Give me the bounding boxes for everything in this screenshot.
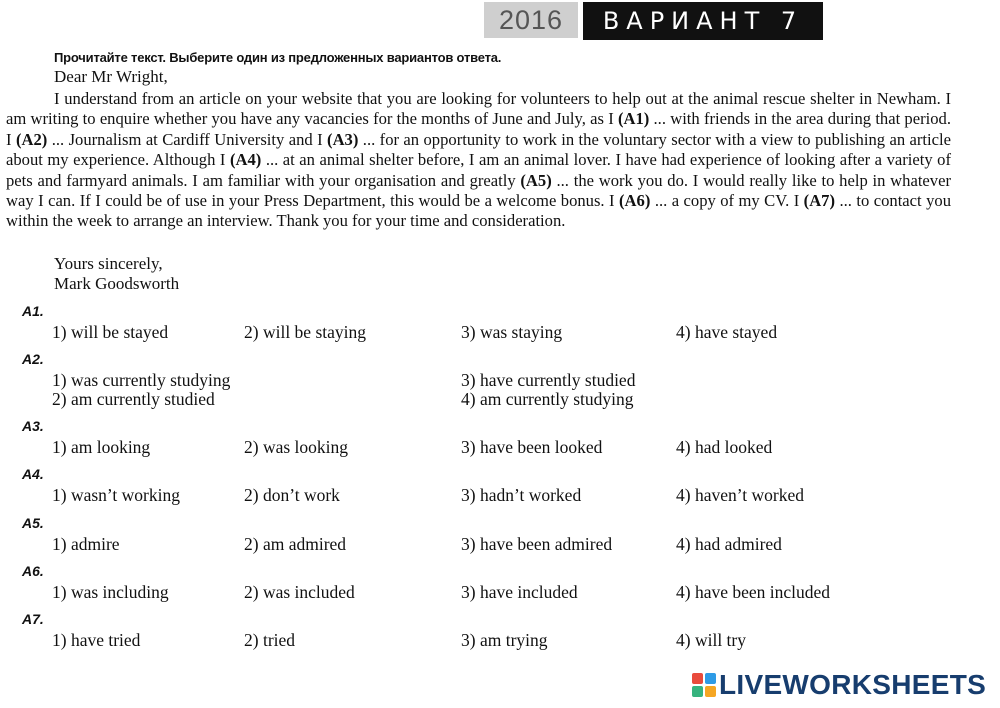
letter-text: ... a copy of my CV. I [650, 191, 804, 211]
option-a3-3[interactable]: 3) have been looked [461, 437, 603, 457]
liveworksheets-logo[interactable] [692, 668, 986, 702]
option-a4-4[interactable]: 4) haven’t worked [676, 485, 804, 505]
option-a5-3[interactable]: 3) have been admired [461, 534, 613, 554]
option-a2-2[interactable]: 2) am currently studied [52, 389, 215, 409]
logo-text: LIVEWORKSHEETS [719, 669, 987, 700]
letter-text: ... for an opportunity to work in the voluntary sector with a view to publishing an article about my experience. Although I [6, 129, 951, 170]
gap-marker-a3: (A3) [327, 129, 359, 149]
gap-marker-a2: (A2) [15, 129, 48, 149]
question-label-a3: A3. [22, 418, 44, 434]
letter-text: ... with friends in the area during that period. I [6, 109, 951, 149]
letter-text: ... the work you do. I would really like to help in whatever way I can. If I could be of use in your Press Department, this would be a welcome bonus. I [6, 170, 951, 211]
liveworksheets-logo-icon [692, 673, 716, 697]
letter-closing: Yours sincerely, [54, 254, 163, 273]
option-a5-4[interactable]: 4) had admired [676, 534, 782, 554]
option-a6-1[interactable]: 1) was including [52, 582, 169, 602]
question-label-a1: A1. [22, 303, 44, 319]
option-a6-4[interactable]: 4) have been included [676, 582, 831, 602]
letter-text: ... to contact you within the week to arrange an interview. Thank you for your time and consideration. [6, 191, 951, 231]
gap-marker-a4: (A4) [229, 150, 262, 170]
option-a5-1[interactable]: 1) admire [52, 534, 120, 554]
option-a6-3[interactable]: 3) have included [461, 582, 578, 602]
option-a7-3[interactable]: 3) am trying [461, 630, 548, 650]
option-a1-1[interactable]: 1) will be stayed [52, 322, 169, 342]
option-a7-2[interactable]: 2) tried [244, 630, 296, 650]
letter-body [6, 89, 951, 232]
gap-marker-a5: (A5) [520, 170, 552, 190]
option-a3-1[interactable]: 1) am looking [52, 437, 151, 457]
question-label-a5: A5. [22, 515, 44, 531]
question-label-a2: A2. [22, 351, 44, 367]
gap-marker-a6: (A6) [619, 191, 651, 211]
option-a6-2[interactable]: 2) was included [244, 582, 355, 602]
option-a5-2[interactable]: 2) am admired [244, 534, 347, 554]
option-a7-1[interactable]: 1) have tried [52, 630, 141, 650]
letter-text: ... at an animal shelter before, I am an animal lover. I have had experience of looking after a variety of pets and farmyard animals. I am familiar with your organisation and greatly [6, 150, 951, 190]
option-a7-4[interactable]: 4) will try [676, 630, 746, 650]
gap-marker-a1: (A1) [617, 109, 650, 129]
option-a3-2[interactable]: 2) was looking [244, 437, 349, 457]
logo-tile [692, 686, 703, 697]
question-label-a4: A4. [22, 466, 44, 482]
option-a2-1[interactable]: 1) was currently studying [52, 370, 231, 390]
instructions: Прочитайте текст. Выберите один из предложенных вариантов ответа. [54, 50, 502, 65]
option-a1-2[interactable]: 2) will be staying [244, 322, 366, 342]
variant-banner: ВАРИАНТ 7 [583, 2, 823, 40]
option-a2-4[interactable]: 4) am currently studying [461, 389, 634, 409]
question-label-a6: A6. [22, 563, 44, 579]
gap-marker-a7: (A7) [803, 191, 836, 211]
option-a2-3[interactable]: 3) have currently studied [461, 370, 636, 390]
letter-signature: Mark Goodsworth [54, 274, 180, 293]
logo-tile [692, 673, 703, 684]
option-a1-4[interactable]: 4) have stayed [676, 322, 778, 342]
letter-salutation: Dear Mr Wright, [54, 67, 168, 86]
option-a4-1[interactable]: 1) wasn’t working [52, 485, 180, 505]
option-a4-2[interactable]: 2) don’t work [244, 485, 340, 505]
option-a3-4[interactable]: 4) had looked [676, 437, 773, 457]
option-a1-3[interactable]: 3) was staying [461, 322, 563, 342]
logo-tile [705, 686, 716, 697]
logo-tile [705, 673, 716, 684]
question-label-a7: A7. [22, 611, 44, 627]
letter-text: ... Journalism at Cardiff University and I [47, 129, 328, 149]
option-a4-3[interactable]: 3) hadn’t worked [461, 485, 582, 505]
year-badge: 2016 [484, 2, 578, 38]
letter-text: I understand from an article on your website that you are looking for volunteers to help out at the animal rescue shelter in Newham. I am writing to enquire whether you have any vacancies for the months of June and July, as I [6, 89, 951, 129]
